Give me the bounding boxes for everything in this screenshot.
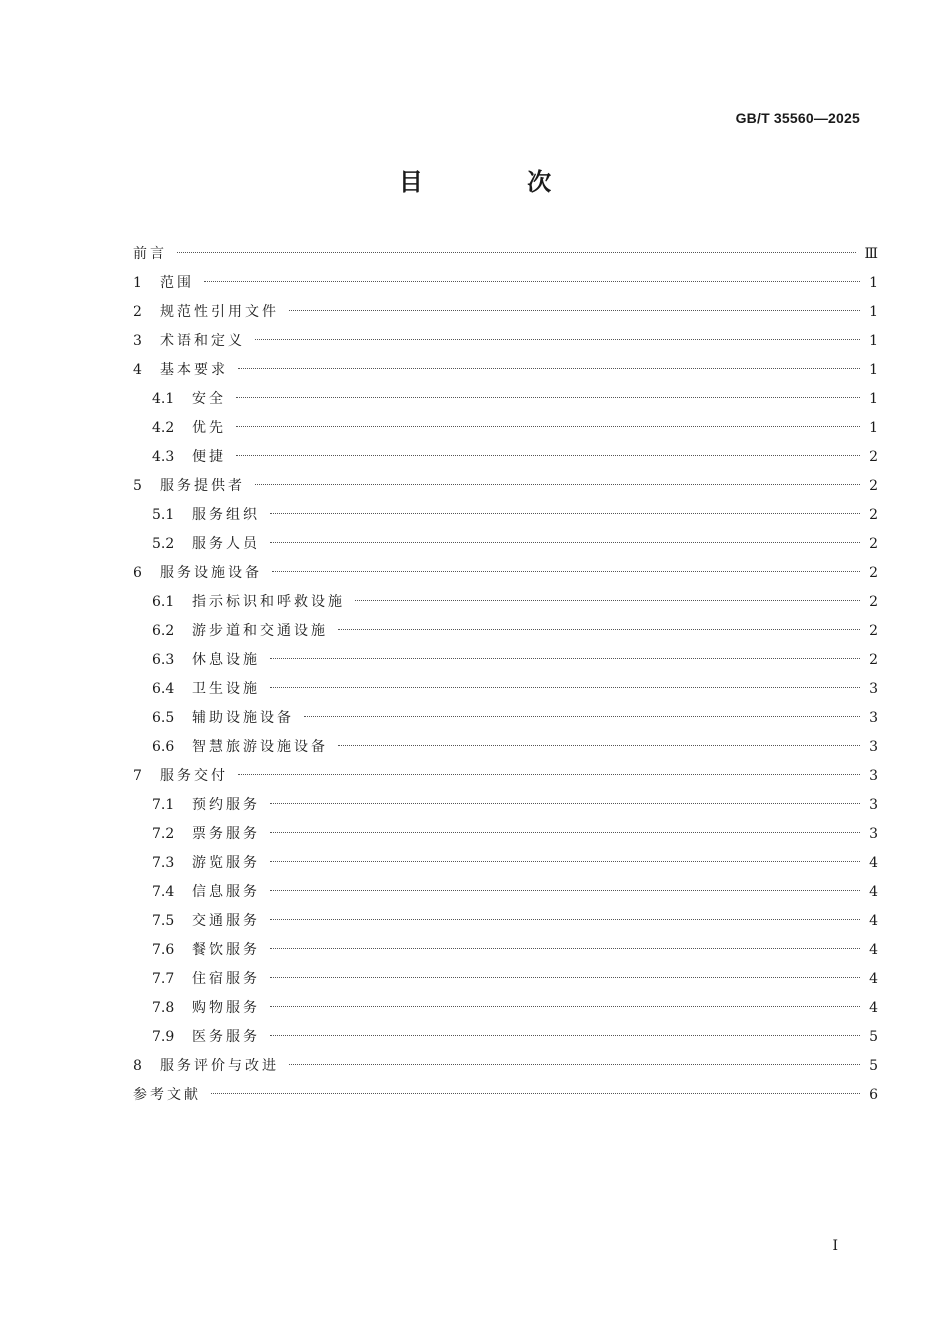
toc-dot-leader bbox=[236, 455, 860, 456]
toc-entry[interactable] bbox=[133, 240, 878, 269]
toc-entry[interactable] bbox=[133, 907, 878, 936]
toc-entry-label: 餐饮服务 bbox=[192, 942, 260, 958]
toc-entry[interactable] bbox=[133, 356, 878, 385]
toc-entry-number: 6.3 bbox=[152, 652, 175, 668]
toc-entry-label: 休息设施 bbox=[192, 652, 260, 668]
toc-entry-label: 预约服务 bbox=[192, 797, 260, 813]
toc-entry-page: 3 bbox=[869, 768, 878, 784]
toc-entry-label: 购物服务 bbox=[192, 1000, 260, 1016]
toc-dot-leader bbox=[204, 281, 860, 282]
toc-entry-number: 7.6 bbox=[152, 942, 175, 958]
toc-entry[interactable] bbox=[133, 965, 878, 994]
toc-dot-leader bbox=[272, 571, 860, 572]
toc-entry-page: 2 bbox=[869, 478, 878, 494]
toc-entry-page: 2 bbox=[869, 565, 878, 581]
toc-dot-leader bbox=[236, 397, 860, 398]
toc-dot-leader bbox=[338, 745, 860, 746]
toc-entry-label: 服务提供者 bbox=[160, 478, 245, 494]
toc-entry-page: 3 bbox=[869, 681, 878, 697]
toc-entry-label: 安全 bbox=[192, 391, 226, 407]
toc-dot-leader bbox=[255, 484, 860, 485]
toc-entry-label: 票务服务 bbox=[192, 826, 260, 842]
toc-dot-leader bbox=[270, 919, 860, 920]
toc-entry-label: 规范性引用文件 bbox=[160, 304, 279, 320]
toc-dot-leader bbox=[270, 803, 860, 804]
toc-entry-label: 游览服务 bbox=[192, 855, 260, 871]
toc-entry-label: 信息服务 bbox=[192, 884, 260, 900]
toc-entry-label: 服务人员 bbox=[192, 536, 260, 552]
toc-entry[interactable] bbox=[133, 936, 878, 965]
toc-dot-leader bbox=[270, 1035, 860, 1036]
toc-entry-page: 6 bbox=[869, 1087, 878, 1103]
toc-entry[interactable] bbox=[133, 733, 878, 762]
toc-dot-leader bbox=[270, 542, 860, 543]
toc-dot-leader bbox=[270, 832, 860, 833]
toc-entry-page: 4 bbox=[869, 971, 878, 987]
toc-entry[interactable] bbox=[133, 385, 878, 414]
toc-entry-label: 服务评价与改进 bbox=[160, 1058, 279, 1074]
toc-entry-number: 8 bbox=[133, 1058, 142, 1074]
toc-entry-number: 1 bbox=[133, 275, 142, 291]
toc-entry-label: 范围 bbox=[160, 275, 194, 291]
toc-entry-page: 1 bbox=[869, 333, 878, 349]
toc-entry[interactable] bbox=[133, 327, 878, 356]
toc-entry[interactable] bbox=[133, 878, 878, 907]
toc-entry-number: 7.4 bbox=[152, 884, 175, 900]
toc-entry-number: 7.8 bbox=[152, 1000, 175, 1016]
toc-entry[interactable] bbox=[133, 1081, 878, 1110]
toc-entry-number: 7.9 bbox=[152, 1029, 175, 1045]
standard-code: GB/T 35560—2025 bbox=[735, 110, 860, 126]
toc-entry-page: 1 bbox=[869, 362, 878, 378]
toc-entry[interactable] bbox=[133, 414, 878, 443]
toc-entry[interactable] bbox=[133, 646, 878, 675]
toc-dot-leader bbox=[211, 1093, 860, 1094]
toc-entry-number: 7.7 bbox=[152, 971, 175, 987]
toc-entry-number: 5.1 bbox=[152, 507, 175, 523]
toc-entry-number: 7 bbox=[133, 768, 142, 784]
toc-entry-label: 基本要求 bbox=[160, 362, 228, 378]
toc-entry-label: 住宿服务 bbox=[192, 971, 260, 987]
toc-entry-number: 5 bbox=[133, 478, 142, 494]
toc-entry[interactable] bbox=[133, 559, 878, 588]
toc-entry[interactable] bbox=[133, 530, 878, 559]
toc-entry-number: 7.1 bbox=[152, 797, 175, 813]
toc-entry[interactable] bbox=[133, 1052, 878, 1081]
page-number: Ⅰ bbox=[832, 1238, 838, 1254]
toc-dot-leader bbox=[238, 774, 860, 775]
toc-dot-leader bbox=[236, 426, 860, 427]
toc-entry-number: 4.3 bbox=[152, 449, 175, 465]
toc-entry-label: 便捷 bbox=[192, 449, 226, 465]
toc-entry-page: 5 bbox=[869, 1029, 878, 1045]
toc-list bbox=[133, 240, 878, 1110]
toc-dot-leader bbox=[304, 716, 860, 717]
toc-entry-page: 2 bbox=[869, 507, 878, 523]
toc-entry-page: 2 bbox=[869, 536, 878, 552]
toc-entry-label: 指示标识和呼救设施 bbox=[192, 594, 345, 610]
toc-dot-leader bbox=[270, 861, 860, 862]
toc-entry-label: 医务服务 bbox=[192, 1029, 260, 1045]
toc-entry[interactable] bbox=[133, 298, 878, 327]
toc-dot-leader bbox=[270, 890, 860, 891]
toc-entry-number: 4.1 bbox=[152, 391, 175, 407]
toc-entry-page: 1 bbox=[869, 275, 878, 291]
toc-entry-label: 服务交付 bbox=[160, 768, 228, 784]
toc-entry[interactable] bbox=[133, 994, 878, 1023]
toc-dot-leader bbox=[270, 977, 860, 978]
toc-entry-page: 2 bbox=[869, 652, 878, 668]
toc-entry-number: 6.4 bbox=[152, 681, 175, 697]
toc-entry-number: 6 bbox=[133, 565, 142, 581]
toc-entry[interactable] bbox=[133, 791, 878, 820]
toc-entry-label: 服务设施设备 bbox=[160, 565, 262, 581]
toc-entry-page: 1 bbox=[869, 391, 878, 407]
toc-entry-page: 4 bbox=[869, 1000, 878, 1016]
toc-dot-leader bbox=[270, 658, 860, 659]
toc-entry[interactable] bbox=[133, 820, 878, 849]
toc-entry-label: 卫生设施 bbox=[192, 681, 260, 697]
toc-entry-page: 3 bbox=[869, 826, 878, 842]
toc-entry-number: 6.2 bbox=[152, 623, 175, 639]
toc-entry-page: 2 bbox=[869, 594, 878, 610]
toc-entry-number: 2 bbox=[133, 304, 142, 320]
toc-entry-page: 4 bbox=[869, 942, 878, 958]
toc-entry-number: 6.5 bbox=[152, 710, 175, 726]
toc-dot-leader bbox=[270, 513, 860, 514]
toc-entry-label: 前言 bbox=[133, 246, 167, 262]
toc-entry-number: 5.2 bbox=[152, 536, 175, 552]
toc-entry[interactable] bbox=[133, 675, 878, 704]
toc-dot-leader bbox=[270, 948, 860, 949]
toc-entry-label: 优先 bbox=[192, 420, 226, 436]
toc-entry-page: 2 bbox=[869, 449, 878, 465]
toc-entry-page: 3 bbox=[869, 739, 878, 755]
toc-dot-leader bbox=[338, 629, 860, 630]
toc-entry[interactable] bbox=[133, 501, 878, 530]
toc-entry-page: 1 bbox=[869, 420, 878, 436]
toc-entry-page: 4 bbox=[869, 855, 878, 871]
toc-entry-page: 3 bbox=[869, 710, 878, 726]
toc-dot-leader bbox=[289, 1064, 860, 1065]
toc-dot-leader bbox=[270, 1006, 860, 1007]
toc-entry-label: 辅助设施设备 bbox=[192, 710, 294, 726]
toc-entry-page: 5 bbox=[869, 1058, 878, 1074]
toc-entry[interactable] bbox=[133, 443, 878, 472]
toc-entry-label: 游步道和交通设施 bbox=[192, 623, 328, 639]
toc-entry[interactable] bbox=[133, 617, 878, 646]
toc-entry-label: 服务组织 bbox=[192, 507, 260, 523]
toc-entry[interactable] bbox=[133, 849, 878, 878]
toc-entry-page: 2 bbox=[869, 623, 878, 639]
toc-entry-label: 智慧旅游设施设备 bbox=[192, 739, 328, 755]
toc-entry-label: 术语和定义 bbox=[160, 333, 245, 349]
toc-entry-page: 3 bbox=[869, 797, 878, 813]
toc-entry-number: 7.3 bbox=[152, 855, 175, 871]
toc-entry[interactable] bbox=[133, 269, 878, 298]
toc-entry-number: 7.2 bbox=[152, 826, 175, 842]
toc-dot-leader bbox=[255, 339, 860, 340]
toc-dot-leader bbox=[289, 310, 860, 311]
toc-entry[interactable] bbox=[133, 1023, 878, 1052]
toc-entry-number: 4.2 bbox=[152, 420, 175, 436]
toc-entry-number: 6.6 bbox=[152, 739, 175, 755]
toc-title: 目 次 bbox=[398, 168, 600, 196]
toc-entry-label: 交通服务 bbox=[192, 913, 260, 929]
toc-dot-leader bbox=[177, 252, 856, 253]
toc-dot-leader bbox=[355, 600, 860, 601]
toc-entry[interactable] bbox=[133, 588, 878, 617]
toc-entry-page: 4 bbox=[869, 913, 878, 929]
toc-entry[interactable] bbox=[133, 704, 878, 733]
toc-entry[interactable] bbox=[133, 762, 878, 791]
toc-entry-page: 4 bbox=[869, 884, 878, 900]
toc-entry-number: 3 bbox=[133, 333, 142, 349]
toc-entry-number: 6.1 bbox=[152, 594, 175, 610]
toc-entry-number: 4 bbox=[133, 362, 142, 378]
toc-entry-page: 1 bbox=[869, 304, 878, 320]
toc-dot-leader bbox=[238, 368, 860, 369]
toc-dot-leader bbox=[270, 687, 860, 688]
toc-entry-label: 参考文献 bbox=[133, 1087, 201, 1103]
toc-entry-number: 7.5 bbox=[152, 913, 175, 929]
toc-entry-page: Ⅲ bbox=[864, 246, 878, 262]
toc-entry[interactable] bbox=[133, 472, 878, 501]
